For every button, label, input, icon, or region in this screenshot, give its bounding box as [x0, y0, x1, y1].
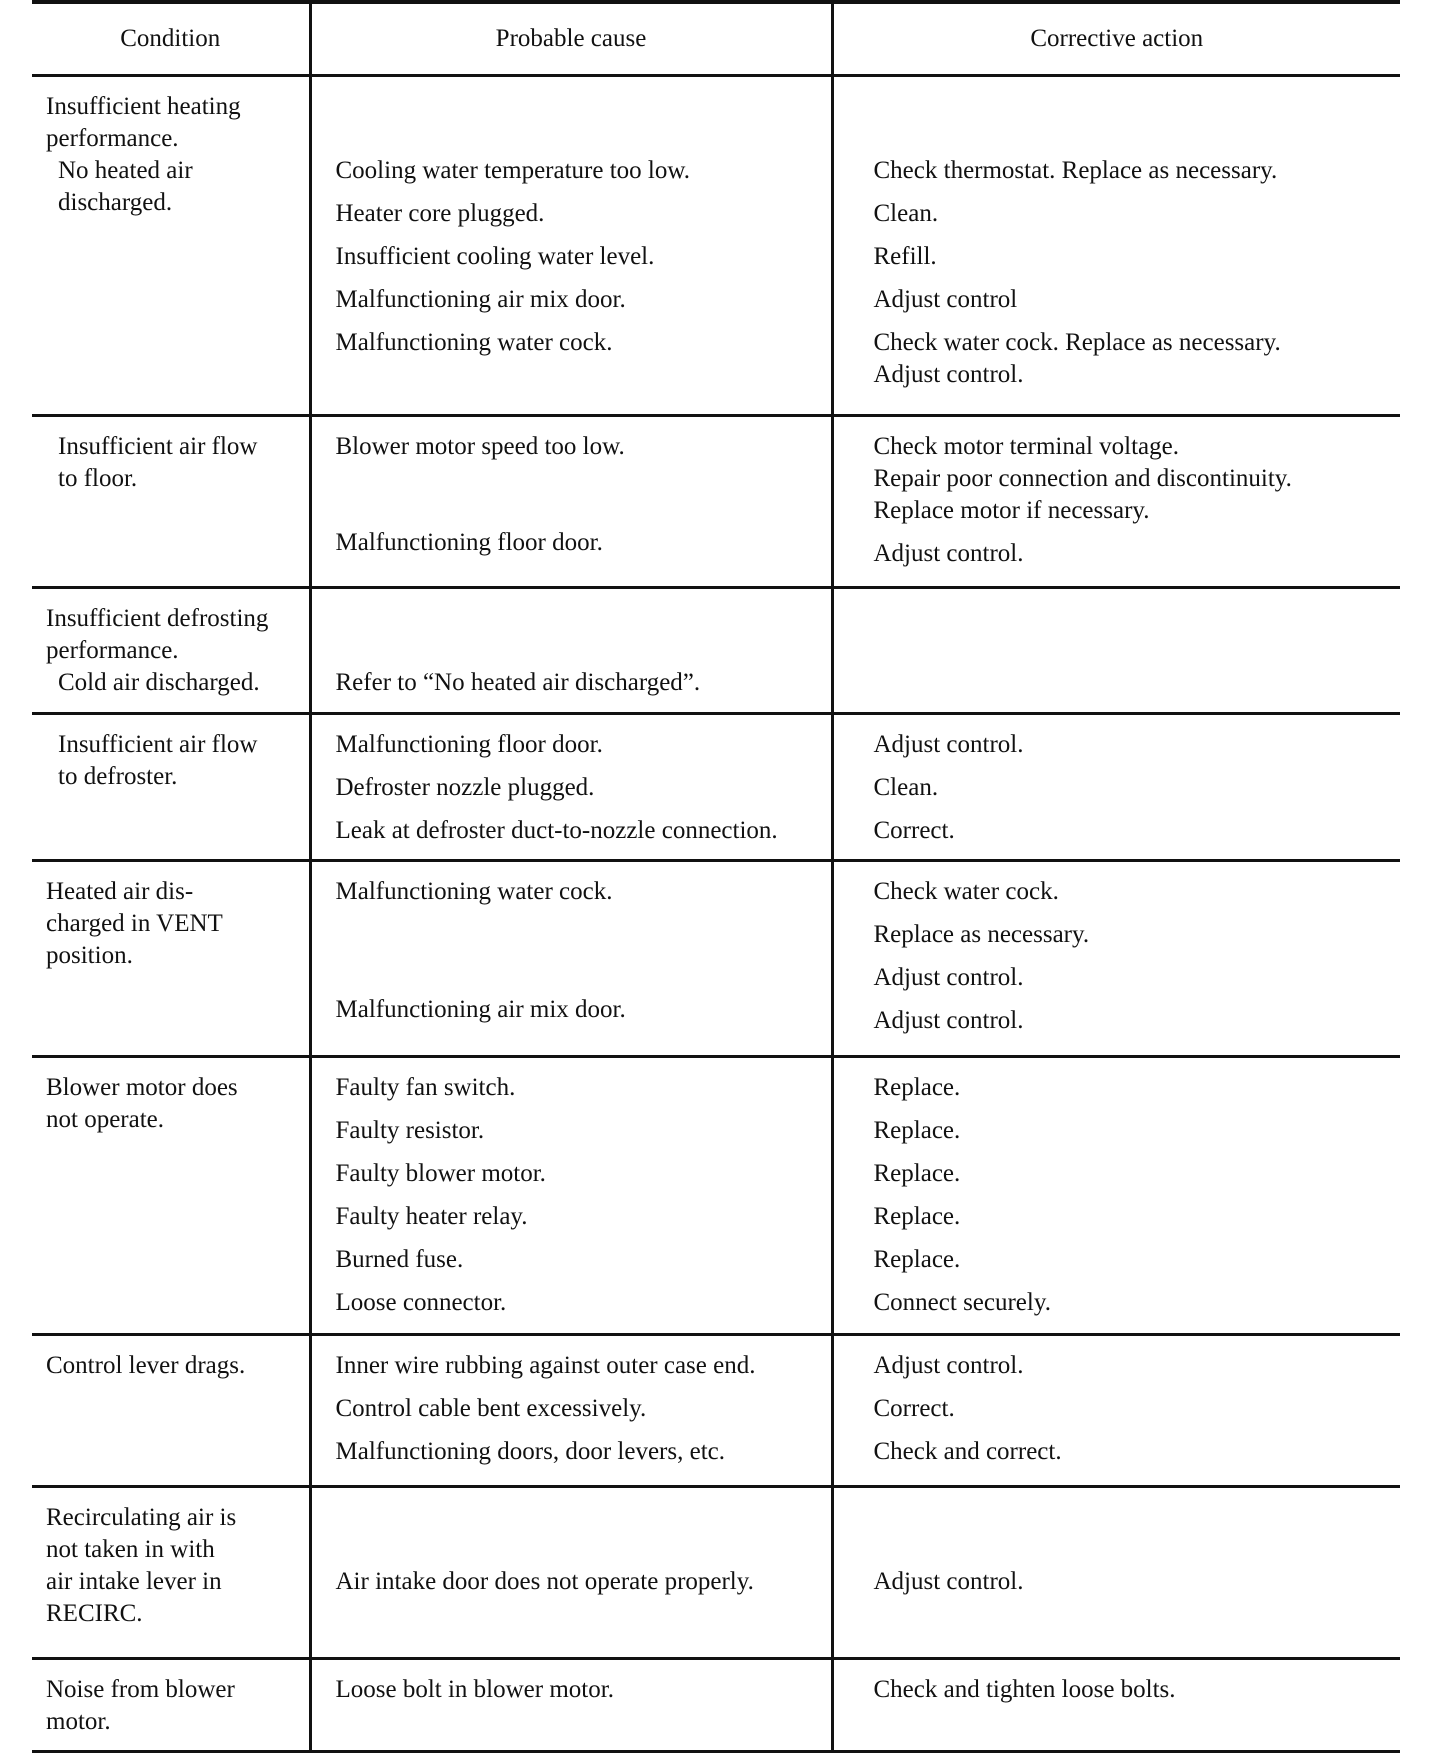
- cause-text: Malfunctioning air mix door.: [335, 286, 626, 313]
- action-text: Correct.: [873, 1395, 955, 1422]
- action-text: Replace.: [873, 1160, 961, 1187]
- cause-cell: [310, 1659, 832, 1752]
- action-text: Check and correct.: [873, 1438, 1062, 1465]
- cause-text: Malfunctioning water cock.: [335, 878, 613, 905]
- action-text: Replace.: [873, 1246, 961, 1273]
- action-text: Check water cock.: [873, 878, 1059, 905]
- header-row: [32, 2, 1400, 76]
- action-text: Clean.: [873, 200, 939, 227]
- cause-text: Faulty heater relay.: [335, 1203, 528, 1230]
- cause-text: Loose connector.: [335, 1289, 507, 1316]
- cause-text: Malfunctioning floor door.: [335, 529, 603, 556]
- condition-text: not taken in with: [46, 1536, 215, 1563]
- action-cell: [832, 416, 1400, 588]
- condition-cell: [32, 1487, 310, 1659]
- cause-text: Loose bolt in blower motor.: [335, 1676, 614, 1703]
- table-row: [32, 714, 1400, 861]
- condition-text: not operate.: [46, 1106, 165, 1133]
- cause-text: Malfunctioning air mix door.: [335, 996, 626, 1023]
- action-text: Replace as necessary.: [873, 921, 1090, 948]
- cause-cell: [310, 416, 832, 588]
- condition-text: position.: [46, 942, 133, 969]
- action-text: Adjust control.: [873, 964, 1024, 991]
- cause-text: Leak at defroster duct-to-nozzle connection.: [335, 817, 778, 844]
- action-text: Replace.: [873, 1117, 961, 1144]
- condition-text: performance.: [46, 637, 179, 664]
- subcondition-text: Cold air discharged.: [58, 669, 260, 696]
- cause-cell: [310, 76, 832, 416]
- condition-cell: [32, 76, 310, 416]
- condition-text: Insufficient air flow: [58, 433, 258, 460]
- action-text: Replace.: [873, 1074, 961, 1101]
- action-text: Connect securely.: [873, 1289, 1051, 1316]
- cause-cell: [310, 714, 832, 861]
- condition-text: RECIRC.: [46, 1600, 143, 1627]
- table-row: [32, 1659, 1400, 1752]
- condition-text: Blower motor does: [46, 1074, 238, 1101]
- table-row: [32, 76, 1400, 416]
- condition-cell: [32, 1057, 310, 1335]
- action-text: Replace.: [873, 1203, 961, 1230]
- cause-text: Defroster nozzle plugged.: [335, 774, 595, 801]
- table-row: [32, 1057, 1400, 1335]
- condition-text: Heated air dis-: [46, 878, 194, 905]
- action-text: Adjust control.: [873, 540, 1024, 567]
- condition-cell: [32, 861, 310, 1057]
- action-text: Check and tighten loose bolts.: [873, 1676, 1176, 1703]
- action-cell: [832, 1659, 1400, 1752]
- troubleshooting-document: [32, 0, 1400, 1750]
- table-row: [32, 416, 1400, 588]
- cause-text: Malfunctioning water cock.: [335, 329, 613, 356]
- table-row: [32, 861, 1400, 1057]
- cause-text: Inner wire rubbing against outer case end.: [335, 1352, 756, 1379]
- action-cell: [832, 861, 1400, 1057]
- cause-text: Blower motor speed too low.: [335, 433, 625, 460]
- cause-text: Faulty resistor.: [335, 1117, 485, 1144]
- action-text: Adjust control.: [873, 361, 1024, 388]
- condition-cell: [32, 714, 310, 861]
- cause-text: Burned fuse.: [335, 1246, 464, 1273]
- condition-text: to floor.: [58, 465, 138, 492]
- action-text: Repair poor connection and discontinuity.: [873, 465, 1292, 492]
- cause-text: Malfunctioning doors, door levers, etc.: [335, 1438, 725, 1465]
- condition-text: to defroster.: [58, 763, 178, 790]
- condition-text: Control lever drags.: [46, 1352, 246, 1379]
- action-text: Correct.: [873, 817, 955, 844]
- table-row: [32, 1487, 1400, 1659]
- table-row: [32, 588, 1400, 714]
- cause-cell: [310, 588, 832, 714]
- action-text: Check motor terminal voltage.: [873, 433, 1179, 460]
- condition-text: Recirculating air is: [46, 1504, 237, 1531]
- cause-text: Cooling water temperature too low.: [335, 157, 691, 184]
- cause-cell: [310, 861, 832, 1057]
- action-text: Clean.: [873, 774, 939, 801]
- condition-text: Insufficient defrosting: [46, 605, 269, 632]
- action-cell: [832, 714, 1400, 861]
- cause-text: Heater core plugged.: [335, 200, 545, 227]
- condition-text: performance.: [46, 125, 179, 152]
- cause-cell: [310, 1487, 832, 1659]
- action-text: Check thermostat. Replace as necessary.: [873, 157, 1278, 184]
- cause-text: Control cable bent excessively.: [335, 1395, 647, 1422]
- condition-text: Insufficient heating: [46, 93, 241, 120]
- cause-text: Refer to “No heated air discharged”.: [335, 669, 701, 696]
- cause-text: Malfunctioning floor door.: [335, 731, 603, 758]
- action-text: Replace motor if necessary.: [873, 497, 1150, 524]
- condition-text: Noise from blower: [46, 1676, 235, 1703]
- action-text: Check water cock. Replace as necessary.: [873, 329, 1281, 356]
- action-text: Adjust control.: [873, 1568, 1024, 1595]
- action-cell: [832, 1335, 1400, 1487]
- cause-text: Insufficient cooling water level.: [335, 243, 655, 270]
- subcondition-text: discharged.: [58, 189, 173, 216]
- header-corrective-action: Corrective action: [832, 2, 1400, 76]
- condition-text: charged in VENT: [46, 910, 223, 937]
- action-text: Adjust control.: [873, 1007, 1024, 1034]
- condition-text: motor.: [46, 1708, 111, 1735]
- action-cell: [832, 1487, 1400, 1659]
- action-cell: [832, 588, 1400, 714]
- cause-text: Faulty fan switch.: [335, 1074, 516, 1101]
- table-row: [32, 1335, 1400, 1487]
- action-text: Adjust control: [873, 286, 1018, 313]
- cause-text: Air intake door does not operate properly.: [335, 1568, 754, 1595]
- condition-cell: [32, 1659, 310, 1752]
- condition-cell: [32, 416, 310, 588]
- condition-cell: [32, 1335, 310, 1487]
- condition-text: Insufficient air flow: [58, 731, 258, 758]
- cause-text: Faulty blower motor.: [335, 1160, 546, 1187]
- condition-text: air intake lever in: [46, 1568, 222, 1595]
- action-text: Adjust control.: [873, 1352, 1024, 1379]
- header-probable-cause: Probable cause: [310, 2, 832, 76]
- action-text: Refill.: [873, 243, 937, 270]
- action-cell: [832, 1057, 1400, 1335]
- cause-cell: [310, 1057, 832, 1335]
- subcondition-text: No heated air: [58, 157, 193, 184]
- header-condition: Condition: [32, 2, 310, 76]
- cause-cell: [310, 1335, 832, 1487]
- action-text: Adjust control.: [873, 731, 1024, 758]
- condition-cell: [32, 588, 310, 714]
- troubleshooting-table: [32, 0, 1400, 1753]
- action-cell: [832, 76, 1400, 416]
